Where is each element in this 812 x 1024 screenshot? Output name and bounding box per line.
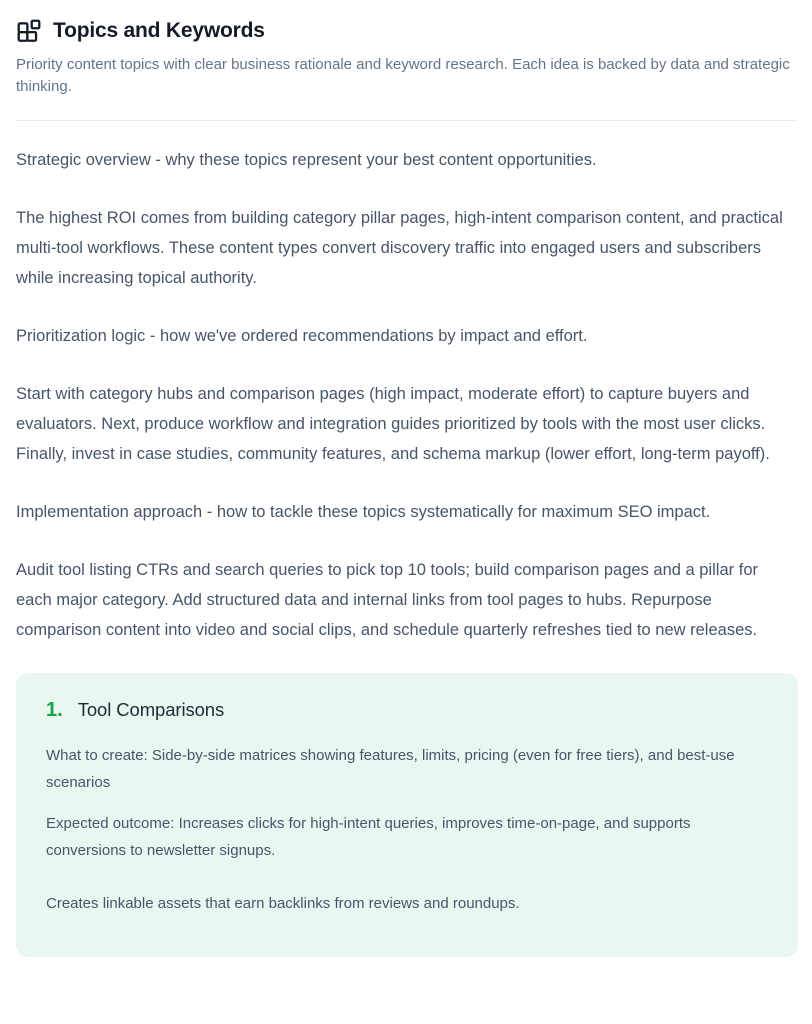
topic-number: 1. — [46, 699, 63, 721]
strategic-overview-section — [16, 145, 796, 645]
topic-benefit: Creates linkable assets that earn backlinks from reviews and roundups. — [46, 895, 520, 912]
page-header — [16, 18, 796, 44]
topic-card-tool-comparisons — [16, 673, 798, 957]
paragraph-prioritization-detail: Start with category hubs and comparison pages (high impact, moderate effort) to capture buyers and evaluators. Next, produce workflow and integration guides prioritized by tools with the most user clicks. Finally, invest in case studies, community features, and schema markup (lower effort, long-term payoff). — [16, 385, 770, 463]
topic-expected-outcome: Expected outcome: Increases clicks for high-intent queries, improves time-on-page, and supports conversions to newsletter signups. — [46, 815, 691, 859]
page-subtitle: Priority content topics with clear business rationale and keyword research. Each idea is backed by data and strategic thinking. — [16, 56, 790, 95]
topic-card-heading — [46, 699, 768, 722]
paragraph-prioritization-logic: Prioritization logic - how we've ordered recommendations by impact and effort. — [16, 327, 588, 345]
paragraph-strategic-overview: Strategic overview - why these topics represent your best content opportunities. — [16, 151, 597, 169]
paragraph-roi-detail: The highest ROI comes from building category pillar pages, high-intent comparison content, and practical multi-tool workflows. These content types convert discovery traffic into engaged users and subscribers while increasing topical authority. — [16, 209, 783, 287]
topic-title: Tool Comparisons — [77, 699, 225, 720]
paragraph-implementation-approach: Implementation approach - how to tackle these topics systematically for maximum SEO impact. — [16, 503, 711, 521]
page-title: Topics and Keywords — [53, 19, 265, 42]
section-divider — [16, 120, 796, 121]
topic-what-to-create: What to create: Side-by-side matrices showing features, limits, pricing (even for free tiers), and best-use scenarios — [46, 747, 735, 791]
paragraph-implementation-detail: Audit tool listing CTRs and search queries to pick top 10 tools; build comparison pages and a pillar for each major category. Add structured data and internal links from tool pages to hubs. Repurpose comparison content into video and social clips, and schedule quarterly refreshes tied to new releases. — [16, 561, 758, 639]
blocks-icon — [16, 18, 42, 44]
